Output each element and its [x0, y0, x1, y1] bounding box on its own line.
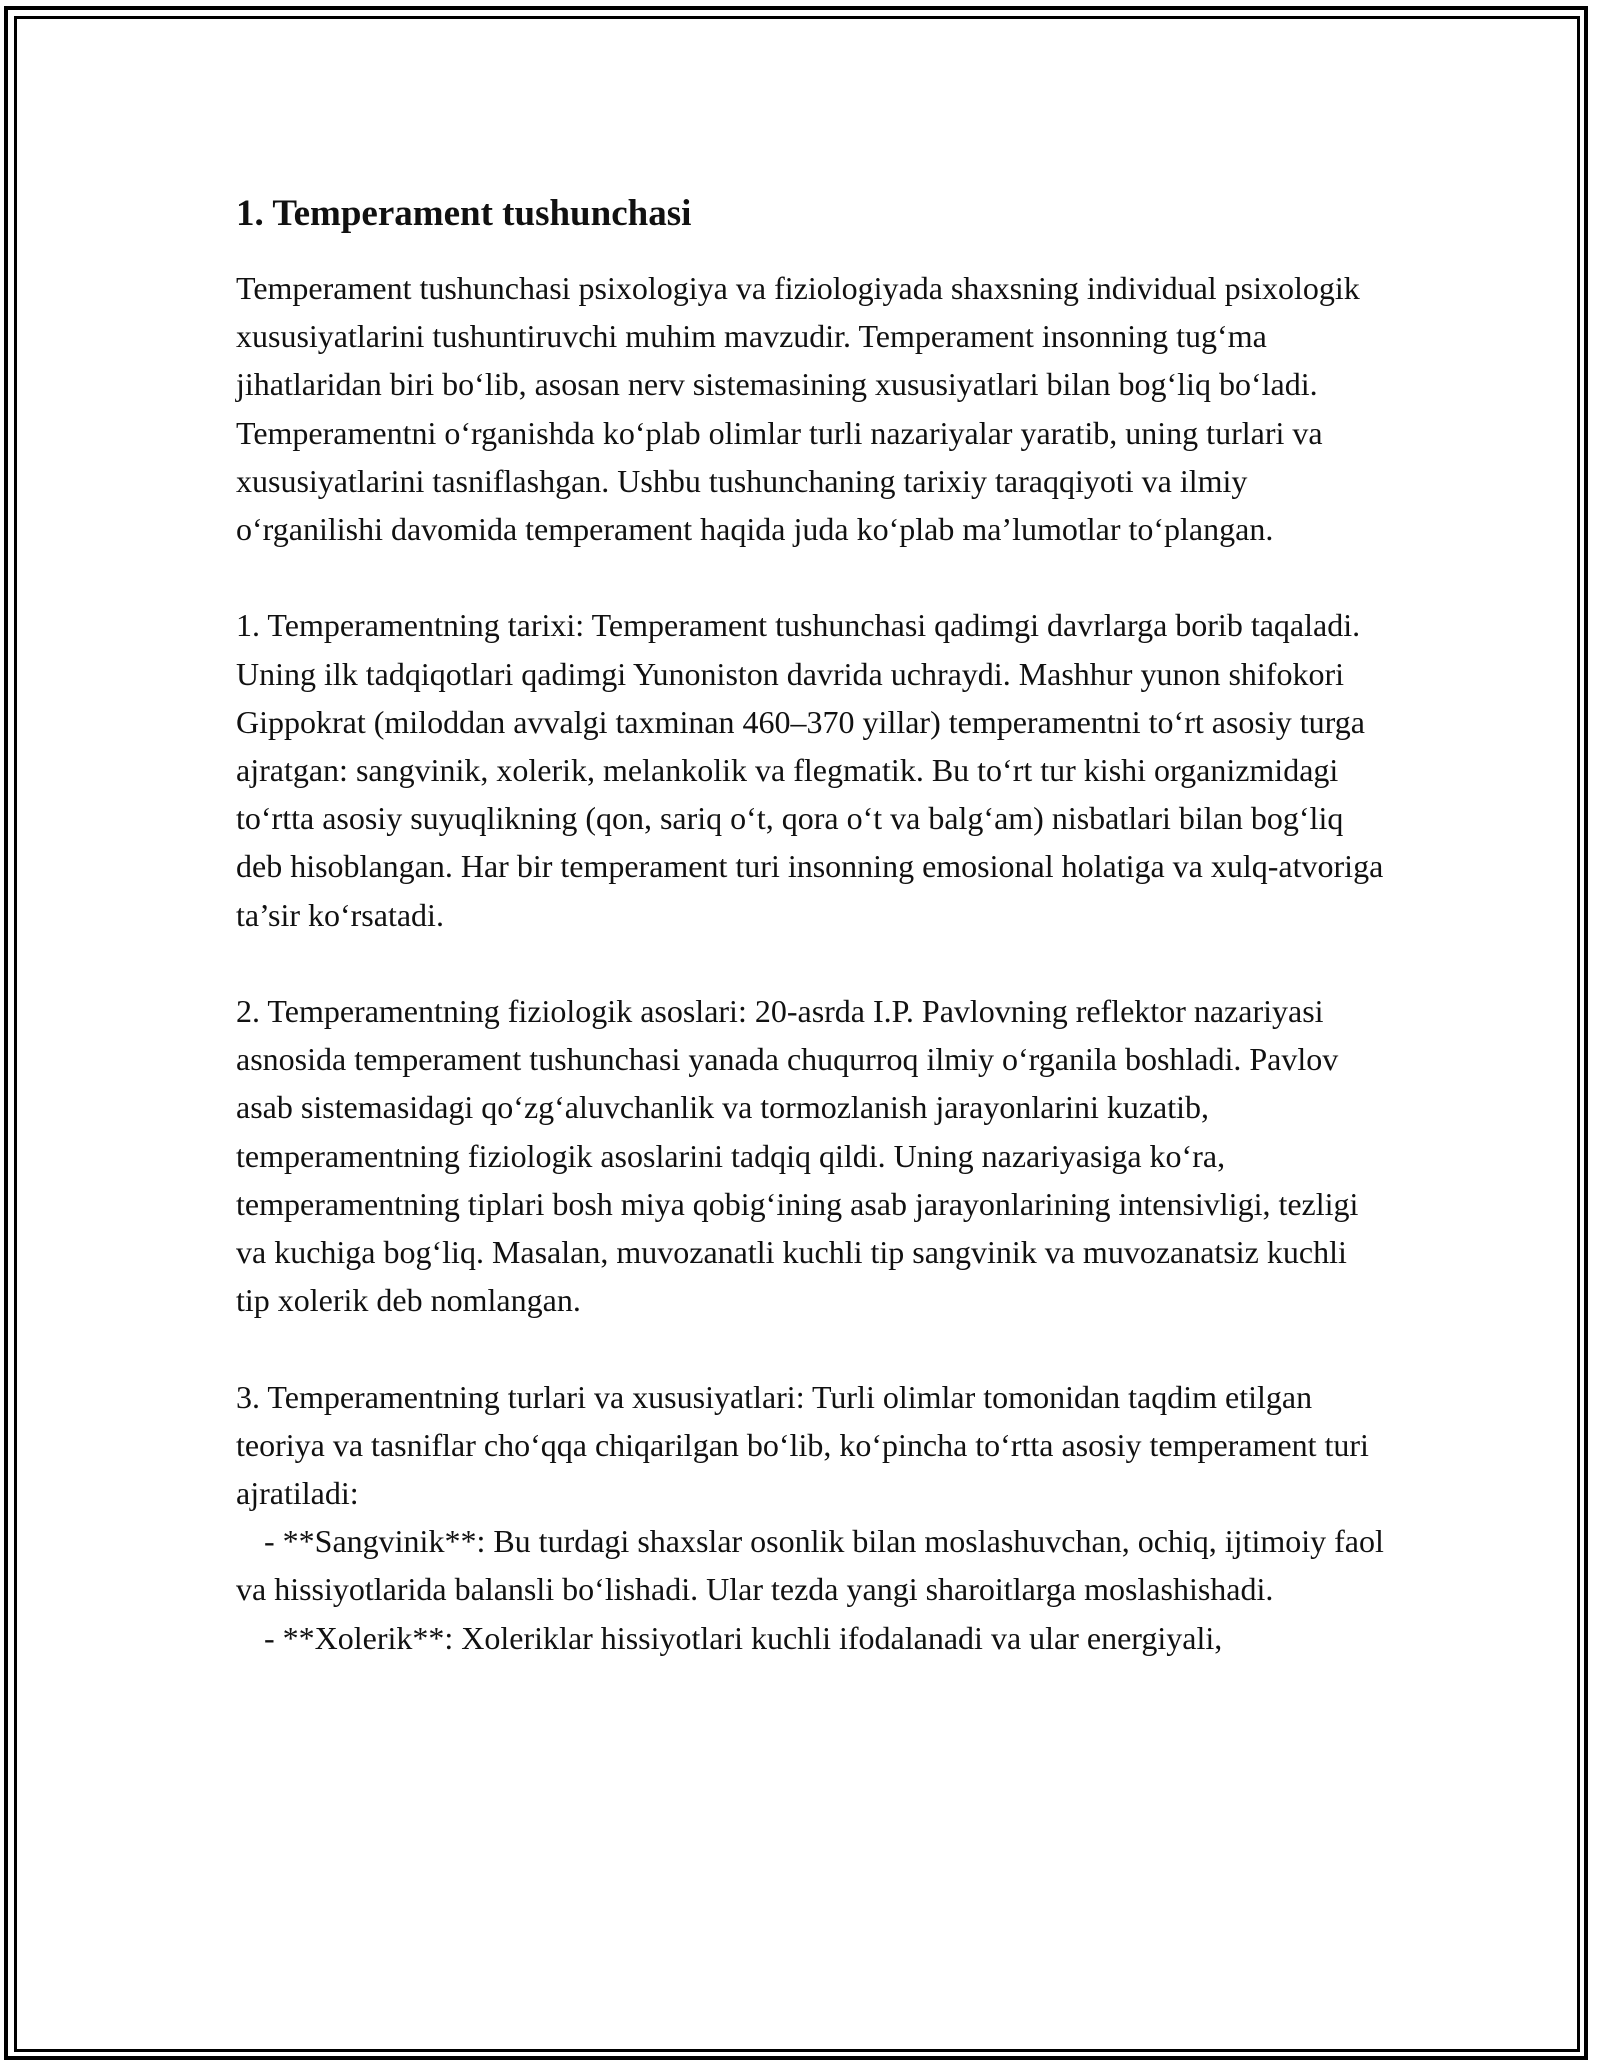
- intro-paragraph: Temperament tushunchasi psixologiya va fiziologiyada shaxsning individual psixologik xususiyatlarini tushuntiruvchi muhim mavzudir. Temperament insonning tug‘ma jihatlaridan biri bo‘lib, asosan nerv sistemasining xususiyatlari bilan bog‘liq bo‘ladi. Temperamentni o‘rganishda ko‘plab olimlar turli nazariyalar yaratib, uning turlari va xususiyatlarini tasniflashgan. Ushbu tushunchaning tarixiy taraqqiyoti va ilmiy o‘rganilishi davomida temperament haqida juda ko‘plab ma’lumotlar to‘plangan.: [236, 270, 1360, 548]
- types-paragraph: 3. Temperamentning turlari va xususiyatlari: Turli olimlar tomonidan taqdim etilgan teoriya va tasniflar cho‘qqa chiqarilgan bo‘lib, ko‘pincha to‘rtta asosiy temperament turi ajratiladi:: [236, 1378, 1369, 1512]
- list-item-xolerik: - **Xolerik**: Xoleriklar hissiyotlari kuchli ifodalanadi va ular energiyali,: [264, 1619, 1223, 1656]
- physiology-paragraph: 2. Temperamentning fiziologik asoslari: 20-asrda I.P. Pavlovning reflektor nazariyasi asnosida temperament tushunchasi yanada chuqurroq ilmiy o‘rganila boshladi. Pavlov asab sistemasidagi qo‘zg‘aluvchanlik va tormozlanish jarayonlarini kuzatib, temperamentning fiziologik asoslarini tadqiq qildi. Uning nazariyasiga ko‘ra, temperamentning tiplari bosh miya qobig‘ining asab jarayonlarining intensivligi, tezligi va kuchiga bog‘liq. Masalan, muvozanatli kuchli tip sangvinik va muvozanatsiz kuchli tip xolerik deb nomlangan.: [236, 993, 1359, 1319]
- history-paragraph: 1. Temperamentning tarixi: Temperament tushunchasi qadimgi davrlarga borib taqaladi. Uning ilk tadqiqotlari qadimgi Yunoniston davrida uchraydi. Mashhur yunon shifokori Gippokrat (miloddan avvalgi taxminan 460–370 yillar) temperamentni to‘rt asosiy turga ajratgan: sangvinik, xolerik, melankolik va flegmatik. Bu to‘rt tur kishi organizmidagi to‘rtta asosiy suyuqlikning (qon, sariq o‘t, qora o‘t va balg‘am) nisbatlari bilan bog‘liq deb hisoblangan. Har bir temperament turi insonning emosional holatiga va xulq-atvoriga ta’sir ko‘rsatadi.: [236, 607, 1384, 933]
- section-heading: 1. Temperament tushunchasi: [236, 193, 692, 234]
- document-body: [236, 184, 1386, 1662]
- list-item-sangvinik: - **Sangvinik**: Bu turdagi shaxslar osonlik bilan moslashuvchan, ochiq, ijtimoiy faol va hissiyotlarida balansli bo‘lishadi. Ular tezda yangi sharoitlarga moslashishadi.: [236, 1523, 1384, 1608]
